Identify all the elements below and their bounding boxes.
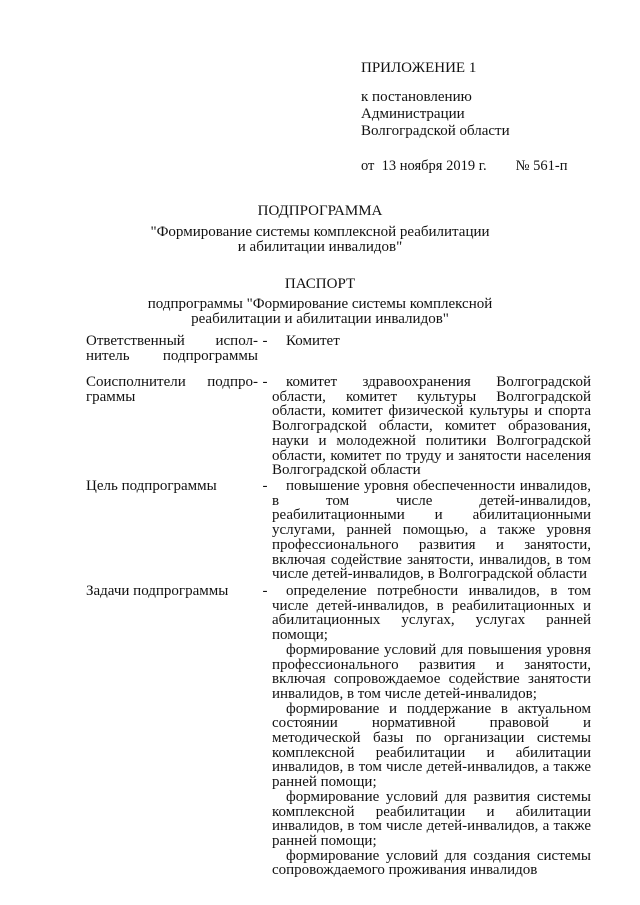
row-dash: -: [262, 478, 268, 494]
row-paragraph: формирование и поддержание в актуальном состоянии нормативной правовой и методической базы по организации системы комплексной реабилитации и абилитации инвалидов, в том числе детей-инвалидов, а также ранней помощи;: [272, 700, 591, 791]
row-dash: -: [262, 333, 268, 349]
row-dash: -: [262, 583, 268, 599]
passport-row-goal: [86, 479, 591, 582]
row-paragraph: определение потребности инвалидов, в том числе детей-инвалидов, в реабилитационных и абилитационных услугах, услугах ранней помощи;: [272, 583, 591, 644]
subprogram-heading: ПОДПРОГРАММА: [257, 203, 383, 219]
passport-heading: ПАСПОРТ: [284, 276, 356, 292]
row-label: Соисполнители подпро- граммы: [86, 374, 258, 405]
row-paragraph: формирование условий для развития системы комплексной реабилитации и абилитации инвалидов, в том числе детей-инвалидов, а также ранней помощи;: [272, 788, 591, 849]
row-content: [272, 375, 591, 478]
appendix-line: Волгоградской области: [361, 123, 510, 139]
row-paragraph: повышение уровня обеспеченности инвалидов, в том числе детей-инвалидов, реабилитационными и абилитационными услугами, ранней помощью, а также уровня профессионального развития и занятости, включая содействие занятости, инвалидов, в том числе детей-инвалидов, в Волгоградской области: [272, 478, 591, 583]
row-content: [272, 584, 591, 878]
row-paragraph: Комитет: [286, 333, 340, 349]
row-label: Ответственный испол- нитель подпрограммы: [86, 333, 258, 364]
passport-row-responsible: [86, 334, 591, 363]
subprogram-name-line: "Формирование системы комплексной реабилитации: [150, 224, 490, 240]
row-paragraph: формирование условий для создания системы сопровождаемого проживания инвалидов: [272, 847, 591, 879]
appendix-title: ПРИЛОЖЕНИЕ 1: [361, 60, 477, 76]
subprogram-name-line: и абилитации инвалидов": [237, 239, 403, 255]
passport-row-tasks: [86, 584, 591, 878]
row-content: [272, 479, 591, 582]
appendix-block: [361, 60, 601, 175]
appendix-date-line: от 13 ноября 2019 г. № 561-п: [361, 158, 568, 174]
row-label: Задачи подпрограммы: [86, 583, 229, 599]
passport-row-coexecutors: [86, 375, 591, 478]
passport-line: реабилитации и абилитации инвалидов": [191, 311, 449, 327]
appendix-line: Администрации: [361, 106, 465, 122]
row-content: [272, 334, 591, 363]
row-paragraph: формирование условий для повышения уровня профессионального развития и занятости, включая сопровождаемое содействие занятости инвалидов, в том числе детей-инвалидов;: [272, 641, 591, 702]
row-dash: -: [262, 374, 268, 390]
row-paragraph: комитет здравоохранения Волгоградской области, комитет культуры Волгоградской области, комитет физической культуры и спорта Волгоградской области, комитет образования, науки и молодежной политики Волгоградской области, комитет по труду и занятости населения Волгоградской области: [272, 374, 591, 479]
passport-line: подпрограммы "Формирование системы комплексной: [147, 296, 493, 312]
row-label: Цель подпрограммы: [86, 478, 217, 494]
appendix-line: к постановлению: [361, 89, 472, 105]
